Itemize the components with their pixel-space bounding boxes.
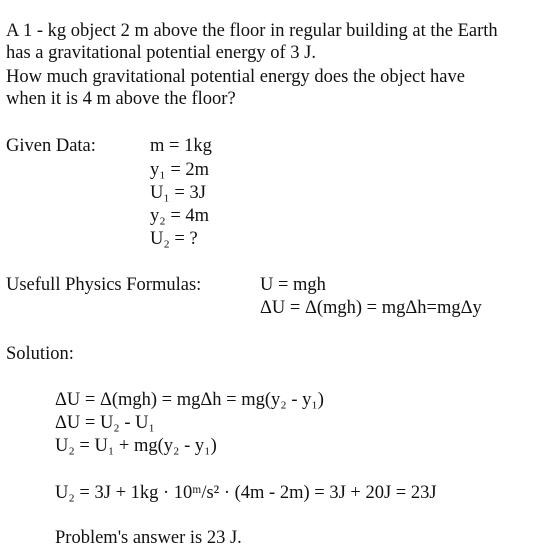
solution-step-2: ΔU = U₂ - U₁ bbox=[55, 413, 155, 433]
given-data-label: Given Data: bbox=[6, 136, 96, 156]
solution-label: Solution: bbox=[6, 344, 74, 364]
given-y1: y₁ = 2m bbox=[150, 160, 210, 180]
given-u2: U₂ = ? bbox=[150, 229, 198, 249]
solution-step-1: ΔU = Δ(mgh) = mgΔh = mg(y₂ - y₁) bbox=[55, 390, 324, 410]
problem-line-2: has a gravitational potential energy of 3 J. bbox=[6, 43, 316, 63]
given-u1: U₁ = 3J bbox=[150, 183, 206, 203]
solution-step-3: U₂ = U₁ + mg(y₂ - y₁) bbox=[55, 436, 217, 456]
problem-line-4: when it is 4 m above the floor? bbox=[6, 89, 236, 109]
solution-step-4: U₂ = 3J + 1kg · 10ᵐ/s² · (4m - 2m) = 3J + 20J = 23J bbox=[55, 483, 437, 503]
given-y2: y₂ = 4m bbox=[150, 206, 210, 226]
formula-delta-energy: ΔU = Δ(mgh) = mgΔh=mgΔy bbox=[260, 298, 482, 318]
given-mass: m = 1kg bbox=[150, 136, 212, 156]
problem-line-1: A 1 - kg object 2 m above the floor in regular building at the Earth bbox=[6, 21, 498, 41]
problem-line-3: How much gravitational potential energy does the object have bbox=[6, 67, 465, 87]
problem-answer: Problem's answer is 23 J. bbox=[55, 528, 242, 548]
formulas-label: Usefull Physics Formulas: bbox=[6, 275, 202, 295]
formula-potential-energy: U = mgh bbox=[260, 275, 326, 295]
